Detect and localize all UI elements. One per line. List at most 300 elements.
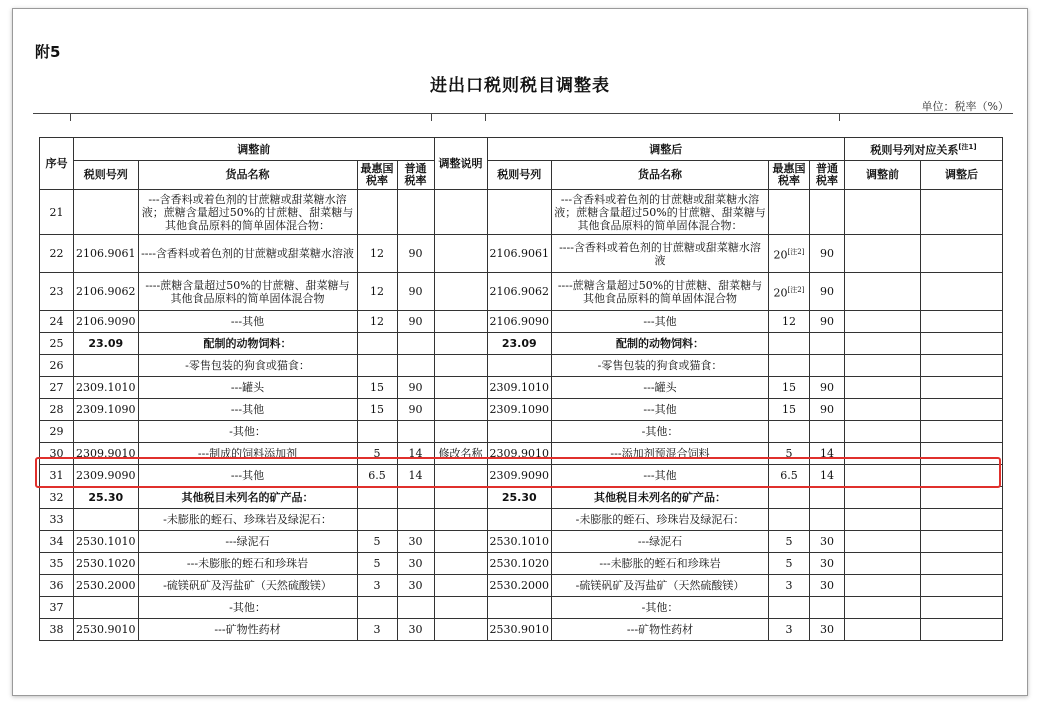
row-name-before-text: -其他： [229, 601, 266, 614]
row-note [434, 553, 487, 575]
row-mfn-before-text: 12 [370, 315, 384, 328]
row-code-before [74, 377, 139, 399]
row-general-after-text: 30 [820, 579, 834, 592]
row-mfn-before [357, 575, 397, 597]
row-code-before [74, 531, 139, 553]
row-general-after [810, 531, 845, 553]
row-seq [40, 311, 74, 333]
document-page [12, 8, 1028, 696]
row-map-before [845, 333, 921, 355]
row-seq-text: 33 [49, 513, 64, 526]
row-name-before [138, 311, 357, 333]
table-row [40, 235, 1003, 273]
row-general-after [810, 377, 845, 399]
row-general-after [810, 311, 845, 333]
row-name-before [138, 509, 357, 531]
row-mfn-before [357, 377, 397, 399]
row-map-after [921, 377, 1003, 399]
row-mfn-after [769, 487, 810, 509]
row-name-before-text: ---其他 [230, 403, 265, 416]
row-name-after-text: ---其他 [643, 469, 677, 482]
row-seq-text: 21 [49, 205, 64, 219]
row-seq-text: 31 [49, 469, 64, 482]
row-name-after [552, 399, 769, 421]
table-row [40, 190, 1003, 235]
row-code-after [487, 421, 552, 443]
row-mfn-after-text: 12 [782, 315, 796, 328]
row-code-after [487, 531, 552, 553]
group-before: 调整前 [74, 138, 435, 161]
row-code-before-text: 2530.1010 [76, 535, 136, 548]
row-name-after-text: -其他： [641, 425, 679, 438]
row-mfn-after [769, 575, 810, 597]
table-row [40, 553, 1003, 575]
row-name-before [138, 235, 357, 273]
row-mfn-before-text: 5 [373, 535, 381, 548]
row-mfn-after [769, 553, 810, 575]
row-code-after-text: 2309.9090 [489, 469, 549, 482]
row-name-after [552, 273, 769, 311]
row-code-before [74, 311, 139, 333]
row-general-after [810, 355, 845, 377]
row-note [434, 619, 487, 641]
row-code-before-text: 2309.1010 [76, 381, 136, 394]
row-code-after-text: 23.09 [501, 337, 537, 350]
table-row [40, 597, 1003, 619]
row-general-after-text: 30 [820, 535, 834, 548]
row-seq [40, 597, 74, 619]
rule-tick [839, 113, 840, 121]
row-mfn-after [769, 509, 810, 531]
row-general-after [810, 399, 845, 421]
row-code-after [487, 509, 552, 531]
row-map-before [845, 575, 921, 597]
row-general-before-text: 30 [408, 535, 423, 548]
row-mfn-after-text: 5 [785, 535, 793, 548]
row-code-after-text: 2530.1010 [489, 535, 549, 548]
row-seq-text: 26 [49, 359, 64, 372]
row-name-after [552, 235, 769, 273]
row-name-after [552, 311, 769, 333]
row-map-before [845, 311, 921, 333]
row-general-before [397, 575, 434, 597]
row-name-after [552, 553, 769, 575]
table-body [40, 190, 1003, 641]
col-code-after: 税则号列 [487, 161, 552, 190]
row-name-before [138, 273, 357, 311]
row-code-before-text: 2530.9010 [76, 623, 136, 636]
row-name-after-text: -硫镁矾矿及泻盐矿（天然硫酸镁） [575, 579, 745, 592]
table-row [40, 487, 1003, 509]
col-name-after: 货品名称 [552, 161, 769, 190]
row-general-before-text: 14 [408, 447, 423, 460]
row-code-after-text: 2530.9010 [489, 623, 549, 636]
row-seq [40, 377, 74, 399]
row-note [434, 190, 487, 235]
row-mfn-before [357, 355, 397, 377]
row-map-after [921, 553, 1003, 575]
row-map-before [845, 421, 921, 443]
row-seq-text: 28 [49, 403, 64, 416]
footnote-mark: [注2] [787, 247, 805, 256]
row-code-before-text: 23.09 [88, 337, 124, 350]
row-name-after [552, 190, 769, 235]
footnote-mark: [注1] [958, 143, 977, 152]
row-code-before-text: 2530.2000 [76, 579, 136, 592]
row-seq-text: 30 [49, 447, 64, 460]
rule-tick [485, 113, 486, 121]
row-mfn-before [357, 553, 397, 575]
row-name-after [552, 619, 769, 641]
row-name-before-text: ---制成的饲料添加剂 [197, 447, 298, 460]
row-general-after [810, 509, 845, 531]
row-code-before [74, 597, 139, 619]
col-map-after: 调整后 [921, 161, 1003, 190]
row-name-before [138, 597, 357, 619]
row-name-after-text: 配制的动物饲料： [616, 337, 704, 350]
row-general-after [810, 235, 845, 273]
row-seq-text: 37 [49, 601, 64, 614]
row-code-before [74, 399, 139, 421]
row-name-before-text: 配制的动物饲料： [203, 337, 292, 350]
row-name-after [552, 421, 769, 443]
col-map-before: 调整前 [845, 161, 921, 190]
row-general-after [810, 333, 845, 355]
row-map-before [845, 597, 921, 619]
row-seq [40, 355, 74, 377]
row-general-after-text: 30 [820, 623, 834, 636]
row-map-after [921, 235, 1003, 273]
row-code-after [487, 235, 552, 273]
row-name-before [138, 487, 357, 509]
row-code-before-text: 2309.9090 [76, 469, 136, 482]
row-general-after [810, 575, 845, 597]
row-seq [40, 553, 74, 575]
row-general-before-text: 90 [408, 381, 423, 394]
row-note [434, 377, 487, 399]
row-map-before [845, 235, 921, 273]
row-name-after-text: -未膨胀的蛭石、珍珠岩及绿泥石： [575, 513, 745, 526]
row-code-after-text: 2309.1010 [489, 381, 549, 394]
row-seq [40, 190, 74, 235]
row-name-before-text: -硫镁矾矿及泻盐矿（天然硫酸镁） [163, 579, 332, 592]
row-name-after-text: ----蔗糖含量超过50%的甘蔗糖、甜菜糖与其他食品原料的简单固体混合物 [557, 278, 763, 305]
row-note [434, 575, 487, 597]
row-general-before [397, 311, 434, 333]
row-general-before-text: 90 [408, 285, 423, 298]
row-general-before-text: 90 [408, 315, 423, 328]
row-general-before-text: 30 [408, 579, 423, 592]
row-name-before-text: -其他： [229, 425, 266, 438]
row-seq [40, 333, 74, 355]
row-code-before [74, 575, 139, 597]
row-name-before [138, 377, 357, 399]
row-name-after-text: 其他税目未列名的矿产品： [594, 491, 726, 504]
row-map-after [921, 619, 1003, 641]
row-code-after-text: 2106.9061 [489, 247, 549, 260]
row-general-before-text: 90 [408, 403, 423, 416]
row-note [434, 399, 487, 421]
row-code-before [74, 421, 139, 443]
row-name-before-text: ---其他 [230, 315, 265, 328]
row-mfn-after-text: 20 [773, 286, 788, 300]
row-code-before-text: 2309.1090 [76, 403, 136, 416]
row-seq-text: 29 [49, 425, 64, 438]
row-mfn-before [357, 531, 397, 553]
row-map-after [921, 399, 1003, 421]
row-general-after-text: 90 [820, 285, 834, 298]
row-name-after-text: -其他： [641, 601, 679, 614]
row-code-after [487, 311, 552, 333]
row-general-before [397, 487, 434, 509]
footnote-mark: [注2] [787, 285, 805, 294]
row-general-after-text: 90 [820, 247, 834, 260]
rule-tick [431, 113, 432, 121]
row-seq-text: 32 [49, 491, 64, 504]
row-code-before [74, 509, 139, 531]
row-code-before-text: 25.30 [88, 491, 124, 504]
row-general-after-text: 30 [820, 557, 834, 570]
row-map-after [921, 421, 1003, 443]
row-note [434, 235, 487, 273]
row-general-before [397, 553, 434, 575]
table-row [40, 311, 1003, 333]
row-mfn-before-text: 3 [373, 579, 381, 592]
table-row [40, 377, 1003, 399]
row-name-before-text: ----含香料或着色剂的甘蔗糖或甜菜糖水溶液 [141, 247, 354, 260]
row-mfn-before-text: 15 [370, 381, 384, 394]
row-mfn-before [357, 190, 397, 235]
row-mfn-after-text: 20 [773, 248, 788, 262]
table-row [40, 575, 1003, 597]
row-note [434, 273, 487, 311]
row-name-before-text: ---其他 [230, 469, 265, 482]
unit-label: 单位：税率（%） [921, 100, 1009, 113]
row-note-text: 修改名称 [438, 447, 483, 460]
row-mfn-after [769, 355, 810, 377]
row-name-before-text: ----蔗糖含量超过50%的甘蔗糖、甜菜糖与其他食品原料的简单固体混合物 [145, 278, 350, 305]
row-mfn-after-text: 5 [785, 557, 793, 570]
row-map-after [921, 597, 1003, 619]
row-mfn-before [357, 421, 397, 443]
row-code-before [74, 333, 139, 355]
col-general-after: 普通税率 [810, 161, 845, 190]
row-mfn-after-text: 6.5 [780, 469, 798, 482]
row-name-after [552, 355, 769, 377]
row-name-before [138, 531, 357, 553]
row-map-before [845, 487, 921, 509]
row-code-before-text: 2106.9090 [76, 315, 136, 328]
row-code-before [74, 487, 139, 509]
header-rule [33, 113, 1013, 114]
row-name-after-text: ---绿泥石 [637, 535, 683, 548]
row-seq-text: 34 [49, 535, 64, 548]
row-name-before [138, 190, 357, 235]
row-code-after [487, 377, 552, 399]
row-seq-text: 23 [49, 285, 64, 298]
row-general-before-text: 30 [408, 557, 423, 570]
row-name-before-text: -未膨胀的蛭石、珍珠岩及绿泥石： [163, 513, 332, 526]
row-name-after-text: ----含香料或着色剂的甘蔗糖或甜菜糖水溶液 [559, 240, 761, 267]
row-seq [40, 487, 74, 509]
row-mfn-after [769, 235, 810, 273]
row-map-before [845, 190, 921, 235]
row-general-after [810, 190, 845, 235]
row-code-after [487, 333, 552, 355]
row-name-after [552, 509, 769, 531]
row-mfn-before [357, 509, 397, 531]
row-name-after [552, 377, 769, 399]
row-mfn-after [769, 619, 810, 641]
row-name-before-text: ---未膨胀的蛭石和珍珠岩 [186, 557, 309, 570]
row-code-after [487, 273, 552, 311]
row-general-after [810, 273, 845, 311]
row-note [434, 333, 487, 355]
row-code-after [487, 575, 552, 597]
row-code-after-text: 2530.2000 [489, 579, 549, 592]
row-name-after [552, 487, 769, 509]
row-name-before-text: ---罐头 [230, 381, 265, 394]
row-seq-text: 24 [49, 315, 64, 328]
row-code-after [487, 399, 552, 421]
page-bottom-mask [39, 669, 1009, 696]
row-name-before-text: 其他税目未列名的矿产品： [181, 491, 314, 504]
row-code-after-text: 2309.1090 [489, 403, 549, 416]
row-code-before-text: 2309.9010 [76, 447, 136, 460]
row-general-before [397, 421, 434, 443]
row-name-before-text: -零售包装的狗食或猫食： [185, 359, 310, 372]
row-map-after [921, 531, 1003, 553]
row-mfn-after [769, 531, 810, 553]
row-mfn-before [357, 235, 397, 273]
row-note [434, 421, 487, 443]
group-after: 调整后 [487, 138, 845, 161]
row-map-before [845, 531, 921, 553]
row-mfn-before [357, 597, 397, 619]
row-seq [40, 575, 74, 597]
row-mfn-after [769, 273, 810, 311]
row-mfn-after [769, 311, 810, 333]
row-map-after [921, 487, 1003, 509]
row-general-before [397, 619, 434, 641]
table-row [40, 421, 1003, 443]
group-mapping: 税则号列对应关系[注1] [845, 138, 1003, 161]
row-seq [40, 235, 74, 273]
row-general-after [810, 421, 845, 443]
row-code-before [74, 355, 139, 377]
row-mfn-before [357, 333, 397, 355]
row-mfn-before-text: 3 [373, 623, 381, 636]
row-seq [40, 509, 74, 531]
row-mfn-before [357, 487, 397, 509]
row-seq [40, 421, 74, 443]
row-map-after [921, 190, 1003, 235]
table-row [40, 509, 1003, 531]
col-mfn-before: 最惠国税率 [357, 161, 397, 190]
row-code-before [74, 553, 139, 575]
row-map-before [845, 399, 921, 421]
row-general-after [810, 619, 845, 641]
row-general-after-text: 90 [820, 381, 834, 394]
row-general-after [810, 487, 845, 509]
row-name-after-text: ---其他 [643, 315, 677, 328]
row-general-after-text: 14 [820, 469, 834, 482]
row-general-after [810, 597, 845, 619]
table-row [40, 355, 1003, 377]
row-map-before [845, 619, 921, 641]
row-mfn-after [769, 377, 810, 399]
row-mfn-after-text: 15 [782, 403, 796, 416]
row-note [434, 509, 487, 531]
row-general-before [397, 531, 434, 553]
row-note [434, 311, 487, 333]
row-mfn-before [357, 399, 397, 421]
rule-tick [70, 113, 71, 121]
row-general-after-text: 90 [820, 315, 834, 328]
page-title: 进出口税则税目调整表 [430, 76, 610, 96]
row-name-before-text: ---矿物性药材 [214, 623, 281, 636]
row-name-before [138, 619, 357, 641]
row-name-before-text: ---绿泥石 [225, 535, 270, 548]
row-map-before [845, 377, 921, 399]
col-code-before: 税则号列 [74, 161, 139, 190]
col-name-before: 货品名称 [138, 161, 357, 190]
row-seq-text: 25 [49, 337, 64, 350]
attachment-label: 附5 [35, 43, 61, 61]
row-seq-text: 36 [49, 579, 64, 592]
row-mfn-after [769, 333, 810, 355]
row-note [434, 531, 487, 553]
table-row [40, 619, 1003, 641]
col-mfn-after: 最惠国税率 [769, 161, 810, 190]
row-name-after-text: ---未膨胀的蛭石和珍珠岩 [599, 557, 721, 570]
row-name-after [552, 531, 769, 553]
row-map-after [921, 355, 1003, 377]
row-seq [40, 531, 74, 553]
table-row [40, 399, 1003, 421]
row-name-before [138, 421, 357, 443]
row-mfn-before-text: 12 [370, 285, 384, 298]
row-mfn-before-text: 5 [373, 447, 381, 460]
table-row [40, 531, 1003, 553]
row-name-before-text: ---含香料或着色剂的甘蔗糖或甜菜糖水溶液；蔗糖含量超过50%的甘蔗糖、甜菜糖与其他食品原料的简单固体混合物： [141, 192, 354, 232]
row-name-before [138, 575, 357, 597]
row-code-after-text: 2309.9010 [489, 447, 549, 460]
row-general-before [397, 235, 434, 273]
row-code-after [487, 190, 552, 235]
row-name-before [138, 333, 357, 355]
row-note [434, 597, 487, 619]
row-general-before [397, 597, 434, 619]
tariff-table [39, 137, 1003, 641]
row-general-after-text: 90 [820, 403, 834, 416]
row-mfn-before [357, 273, 397, 311]
row-mfn-before-text: 6.5 [368, 469, 386, 482]
row-mfn-after [769, 597, 810, 619]
row-seq-text: 38 [49, 623, 64, 636]
row-mfn-before [357, 619, 397, 641]
row-mfn-after-text: 15 [782, 381, 796, 394]
row-map-after [921, 333, 1003, 355]
row-name-after-text: ---其他 [643, 403, 677, 416]
row-seq-text: 35 [49, 557, 64, 570]
highlight-box [35, 457, 1001, 488]
row-seq [40, 273, 74, 311]
row-code-after [487, 553, 552, 575]
row-code-after-text: 25.30 [501, 491, 537, 504]
row-general-before [397, 509, 434, 531]
row-general-before [397, 377, 434, 399]
